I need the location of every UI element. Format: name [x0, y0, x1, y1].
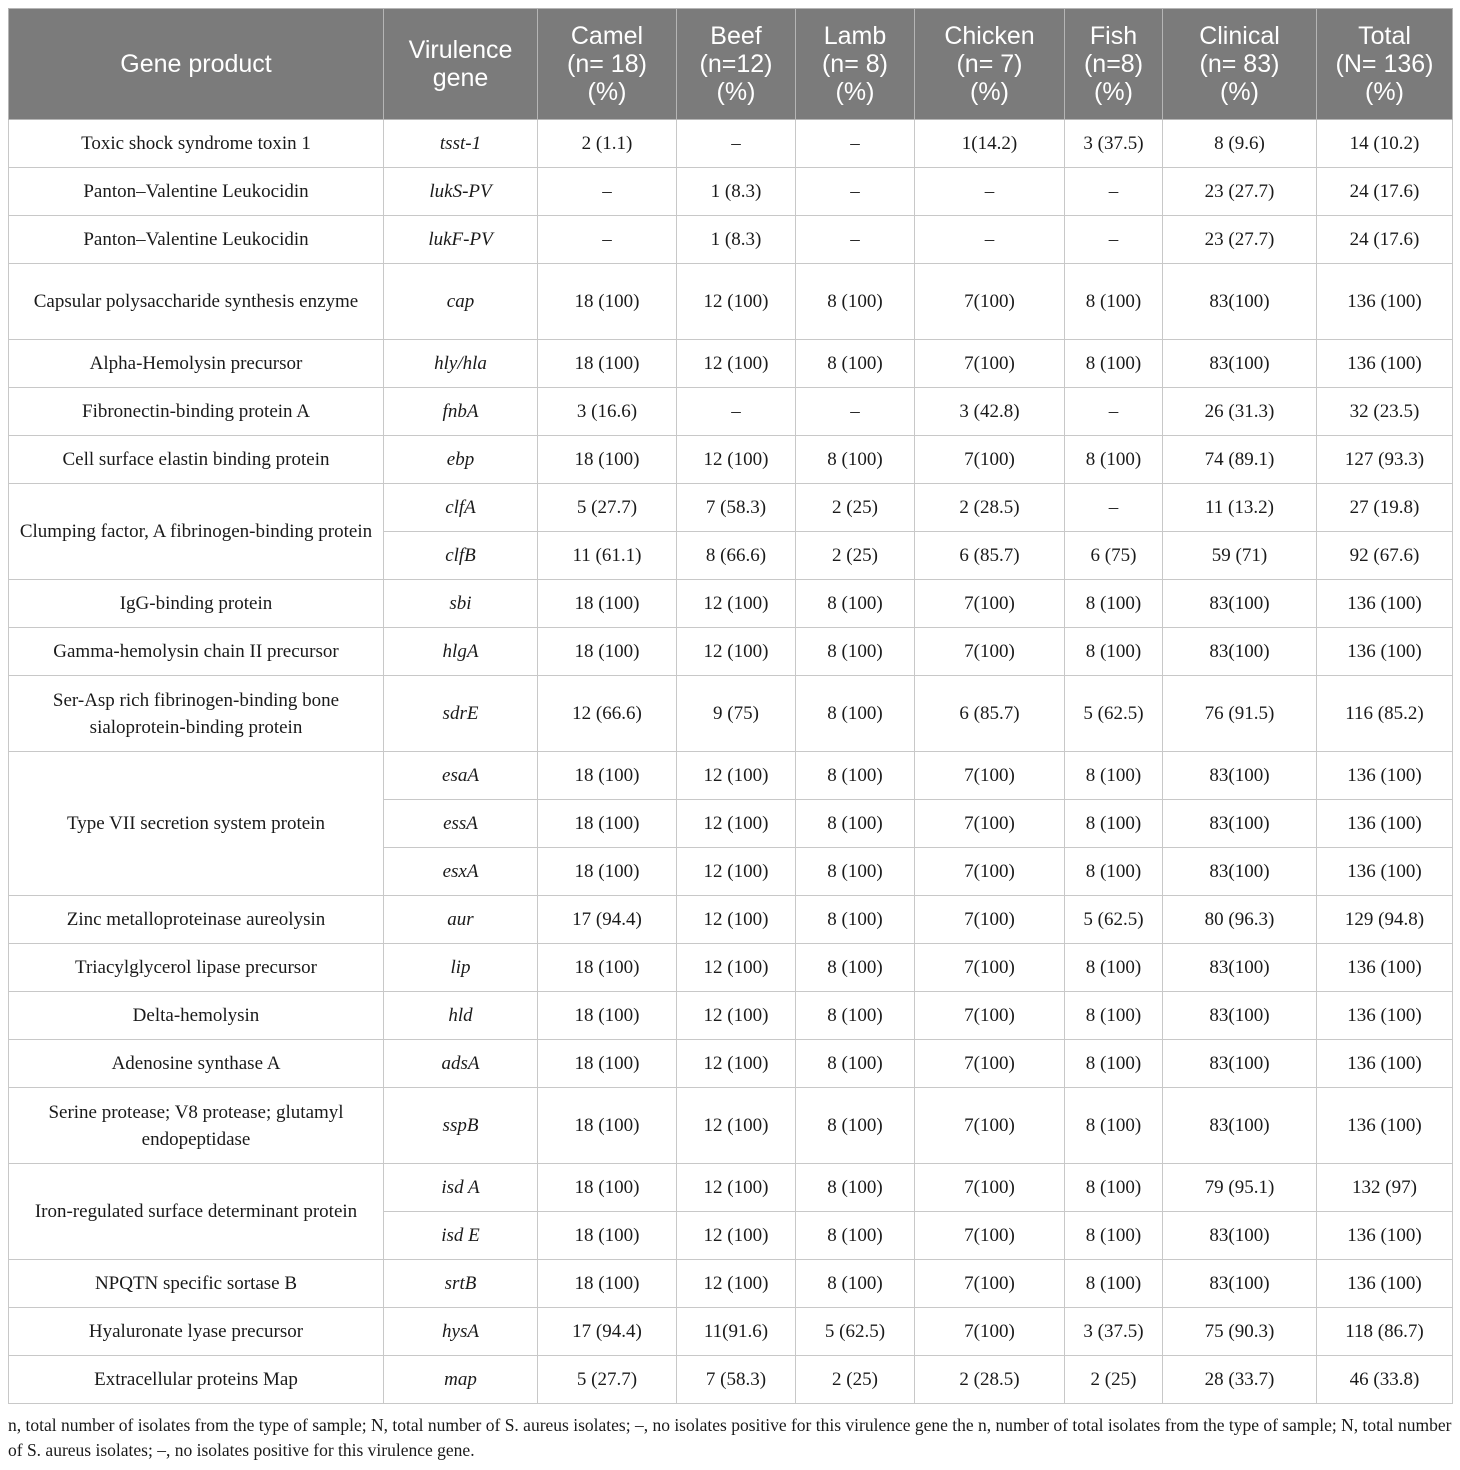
fish-value-cell: 8 (100) — [1065, 992, 1163, 1040]
fish-value-cell: 8 (100) — [1065, 1088, 1163, 1164]
fish-value-cell: 8 (100) — [1065, 1212, 1163, 1260]
table-row — [9, 264, 1453, 340]
table-row — [9, 388, 1453, 436]
camel-value-cell: 18 (100) — [538, 800, 677, 848]
camel-value-cell: – — [538, 168, 677, 216]
chicken-value-cell: 7(100) — [915, 1308, 1065, 1356]
total-value-cell: 136 (100) — [1317, 992, 1453, 1040]
virulence-gene-cell: srtB — [384, 1260, 538, 1308]
total-value-cell: 136 (100) — [1317, 340, 1453, 388]
clinical-value-cell: 26 (31.3) — [1163, 388, 1317, 436]
total-value-cell: 14 (10.2) — [1317, 120, 1453, 168]
camel-value-cell: 11 (61.1) — [538, 532, 677, 580]
total-value-cell: 136 (100) — [1317, 944, 1453, 992]
virulence-gene-cell: adsA — [384, 1040, 538, 1088]
gene-product-cell: Cell surface elastin binding protein — [9, 436, 384, 484]
clinical-value-cell: 83(100) — [1163, 752, 1317, 800]
beef-value-cell: 12 (100) — [677, 628, 796, 676]
beef-value-cell: 12 (100) — [677, 1212, 796, 1260]
gene-product-cell: Ser-Asp rich fibrinogen-binding bone sialoprotein-binding protein — [9, 676, 384, 752]
clinical-value-cell: 83(100) — [1163, 848, 1317, 896]
gene-product-cell: Adenosine synthase A — [9, 1040, 384, 1088]
total-value-cell: 136 (100) — [1317, 752, 1453, 800]
gene-product-cell: Triacylglycerol lipase precursor — [9, 944, 384, 992]
gene-product-cell: Delta-hemolysin — [9, 992, 384, 1040]
total-value-cell: 136 (100) — [1317, 628, 1453, 676]
total-value-cell: 127 (93.3) — [1317, 436, 1453, 484]
fish-value-cell: 8 (100) — [1065, 436, 1163, 484]
virulence-gene-cell: hlgA — [384, 628, 538, 676]
total-value-cell: 136 (100) — [1317, 1088, 1453, 1164]
total-value-cell: 32 (23.5) — [1317, 388, 1453, 436]
clinical-value-cell: 83(100) — [1163, 264, 1317, 340]
lamb-value-cell: – — [796, 120, 915, 168]
clinical-value-cell: 83(100) — [1163, 628, 1317, 676]
camel-value-cell: 18 (100) — [538, 1212, 677, 1260]
lamb-value-cell: – — [796, 168, 915, 216]
chicken-value-cell: 7(100) — [915, 1164, 1065, 1212]
table-row — [9, 1356, 1453, 1404]
chicken-value-cell: 6 (85.7) — [915, 676, 1065, 752]
clinical-value-cell: 83(100) — [1163, 800, 1317, 848]
header-total: Total (N= 136) (%) — [1317, 9, 1453, 120]
clinical-value-cell: 75 (90.3) — [1163, 1308, 1317, 1356]
lamb-value-cell: – — [796, 216, 915, 264]
clinical-value-cell: 23 (27.7) — [1163, 216, 1317, 264]
total-value-cell: 24 (17.6) — [1317, 168, 1453, 216]
camel-value-cell: 18 (100) — [538, 264, 677, 340]
clinical-value-cell: 83(100) — [1163, 1088, 1317, 1164]
fish-value-cell: 8 (100) — [1065, 848, 1163, 896]
table-row — [9, 1308, 1453, 1356]
fish-value-cell: 6 (75) — [1065, 532, 1163, 580]
beef-value-cell: 12 (100) — [677, 580, 796, 628]
table-row — [9, 1088, 1453, 1164]
chicken-value-cell: 7(100) — [915, 1260, 1065, 1308]
fish-value-cell: 3 (37.5) — [1065, 1308, 1163, 1356]
gene-product-cell: Hyaluronate lyase precursor — [9, 1308, 384, 1356]
lamb-value-cell: 8 (100) — [796, 676, 915, 752]
camel-value-cell: 18 (100) — [538, 944, 677, 992]
camel-value-cell: 18 (100) — [538, 848, 677, 896]
table-row — [9, 340, 1453, 388]
virulence-gene-cell: hysA — [384, 1308, 538, 1356]
chicken-value-cell: 7(100) — [915, 800, 1065, 848]
chicken-value-cell: – — [915, 168, 1065, 216]
virulence-gene-cell: sdrE — [384, 676, 538, 752]
gene-product-cell: Capsular polysaccharide synthesis enzyme — [9, 264, 384, 340]
table-row — [9, 120, 1453, 168]
header-beef: Beef (n=12) (%) — [677, 9, 796, 120]
beef-value-cell: – — [677, 388, 796, 436]
clinical-value-cell: 83(100) — [1163, 1212, 1317, 1260]
total-value-cell: 118 (86.7) — [1317, 1308, 1453, 1356]
clinical-value-cell: 11 (13.2) — [1163, 484, 1317, 532]
lamb-value-cell: 2 (25) — [796, 1356, 915, 1404]
virulence-gene-cell: clfB — [384, 532, 538, 580]
chicken-value-cell: 2 (28.5) — [915, 484, 1065, 532]
clinical-value-cell: 83(100) — [1163, 1040, 1317, 1088]
clinical-value-cell: 28 (33.7) — [1163, 1356, 1317, 1404]
fish-value-cell: – — [1065, 484, 1163, 532]
virulence-gene-cell: sspB — [384, 1088, 538, 1164]
lamb-value-cell: 8 (100) — [796, 848, 915, 896]
table-row — [9, 1040, 1453, 1088]
total-value-cell: 136 (100) — [1317, 848, 1453, 896]
beef-value-cell: 8 (66.6) — [677, 532, 796, 580]
clinical-value-cell: 76 (91.5) — [1163, 676, 1317, 752]
total-value-cell: 24 (17.6) — [1317, 216, 1453, 264]
gene-product-cell: Panton–Valentine Leukocidin — [9, 168, 384, 216]
virulence-gene-cell: isd E — [384, 1212, 538, 1260]
gene-product-cell: Type VII secretion system protein — [9, 752, 384, 896]
clinical-value-cell: 83(100) — [1163, 944, 1317, 992]
total-value-cell: 136 (100) — [1317, 1040, 1453, 1088]
clinical-value-cell: 83(100) — [1163, 340, 1317, 388]
fish-value-cell: – — [1065, 388, 1163, 436]
lamb-value-cell: 8 (100) — [796, 580, 915, 628]
gene-product-cell: Panton–Valentine Leukocidin — [9, 216, 384, 264]
total-value-cell: 92 (67.6) — [1317, 532, 1453, 580]
total-value-cell: 132 (97) — [1317, 1164, 1453, 1212]
virulence-gene-cell: lip — [384, 944, 538, 992]
gene-product-cell: Serine protease; V8 protease; glutamyl endopeptidase — [9, 1088, 384, 1164]
header-virulence-gene: Virulence gene — [384, 9, 538, 120]
gene-product-cell: Extracellular proteins Map — [9, 1356, 384, 1404]
total-value-cell: 136 (100) — [1317, 580, 1453, 628]
beef-value-cell: 12 (100) — [677, 436, 796, 484]
total-value-cell: 136 (100) — [1317, 800, 1453, 848]
clinical-value-cell: 74 (89.1) — [1163, 436, 1317, 484]
lamb-value-cell: 8 (100) — [796, 752, 915, 800]
table-row — [9, 628, 1453, 676]
fish-value-cell: 2 (25) — [1065, 1356, 1163, 1404]
fish-value-cell: 8 (100) — [1065, 800, 1163, 848]
chicken-value-cell: 7(100) — [915, 436, 1065, 484]
camel-value-cell: 18 (100) — [538, 992, 677, 1040]
camel-value-cell: 5 (27.7) — [538, 484, 677, 532]
camel-value-cell: 17 (94.4) — [538, 896, 677, 944]
table-row — [9, 944, 1453, 992]
lamb-value-cell: 8 (100) — [796, 1164, 915, 1212]
beef-value-cell: 9 (75) — [677, 676, 796, 752]
camel-value-cell: 18 (100) — [538, 752, 677, 800]
gene-product-cell: Clumping factor, A fibrinogen-binding protein — [9, 484, 384, 580]
camel-value-cell: 18 (100) — [538, 628, 677, 676]
camel-value-cell: 12 (66.6) — [538, 676, 677, 752]
fish-value-cell: 8 (100) — [1065, 264, 1163, 340]
header-fish: Fish (n=8) (%) — [1065, 9, 1163, 120]
table-row — [9, 168, 1453, 216]
beef-value-cell: 1 (8.3) — [677, 168, 796, 216]
header-chicken: Chicken (n= 7) (%) — [915, 9, 1065, 120]
fish-value-cell: 3 (37.5) — [1065, 120, 1163, 168]
chicken-value-cell: 7(100) — [915, 896, 1065, 944]
table-row — [9, 752, 1453, 800]
virulence-gene-cell: fnbA — [384, 388, 538, 436]
camel-value-cell: 3 (16.6) — [538, 388, 677, 436]
lamb-value-cell: 2 (25) — [796, 532, 915, 580]
total-value-cell: 116 (85.2) — [1317, 676, 1453, 752]
lamb-value-cell: 8 (100) — [796, 800, 915, 848]
virulence-gene-cell: sbi — [384, 580, 538, 628]
beef-value-cell: 12 (100) — [677, 752, 796, 800]
camel-value-cell: 17 (94.4) — [538, 1308, 677, 1356]
header-gene-product: Gene product — [9, 9, 384, 120]
chicken-value-cell: 7(100) — [915, 628, 1065, 676]
gene-product-cell: NPQTN specific sortase B — [9, 1260, 384, 1308]
gene-product-cell: Toxic shock syndrome toxin 1 — [9, 120, 384, 168]
total-value-cell: 136 (100) — [1317, 1260, 1453, 1308]
lamb-value-cell: 8 (100) — [796, 1040, 915, 1088]
virulence-gene-cell: clfA — [384, 484, 538, 532]
virulence-gene-cell: cap — [384, 264, 538, 340]
fish-value-cell: 8 (100) — [1065, 340, 1163, 388]
lamb-value-cell: 5 (62.5) — [796, 1308, 915, 1356]
lamb-value-cell: – — [796, 388, 915, 436]
beef-value-cell: 12 (100) — [677, 340, 796, 388]
beef-value-cell: 12 (100) — [677, 944, 796, 992]
table-row — [9, 580, 1453, 628]
total-value-cell: 136 (100) — [1317, 1212, 1453, 1260]
table-row — [9, 484, 1453, 532]
beef-value-cell: 1 (8.3) — [677, 216, 796, 264]
virulence-gene-cell: esxA — [384, 848, 538, 896]
camel-value-cell: 18 (100) — [538, 340, 677, 388]
virulence-gene-table-container — [8, 8, 1452, 1404]
beef-value-cell: 12 (100) — [677, 264, 796, 340]
total-value-cell: 46 (33.8) — [1317, 1356, 1453, 1404]
virulence-gene-cell: esaA — [384, 752, 538, 800]
chicken-value-cell: 7(100) — [915, 944, 1065, 992]
clinical-value-cell: 83(100) — [1163, 580, 1317, 628]
virulence-gene-cell: aur — [384, 896, 538, 944]
chicken-value-cell: 7(100) — [915, 580, 1065, 628]
chicken-value-cell: 7(100) — [915, 992, 1065, 1040]
table-footnote: n, total number of isolates from the type of sample; N, total number of S. aureus isolates; –, no isolates positive for this virulence gene the n, number of total isolates from the type of sample; N, total number of S. aureus isolates; –, no isolates positive for this virulence gene. — [8, 1415, 1452, 1460]
lamb-value-cell: 8 (100) — [796, 896, 915, 944]
total-value-cell: 27 (19.8) — [1317, 484, 1453, 532]
fish-value-cell: 8 (100) — [1065, 628, 1163, 676]
camel-value-cell: 5 (27.7) — [538, 1356, 677, 1404]
clinical-value-cell: 23 (27.7) — [1163, 168, 1317, 216]
fish-value-cell: 8 (100) — [1065, 1164, 1163, 1212]
gene-product-cell: IgG-binding protein — [9, 580, 384, 628]
total-value-cell: 129 (94.8) — [1317, 896, 1453, 944]
virulence-gene-cell: lukF-PV — [384, 216, 538, 264]
virulence-gene-cell: lukS-PV — [384, 168, 538, 216]
lamb-value-cell: 8 (100) — [796, 340, 915, 388]
gene-product-cell: Zinc metalloproteinase aureolysin — [9, 896, 384, 944]
beef-value-cell: 12 (100) — [677, 896, 796, 944]
header-camel: Camel (n= 18) (%) — [538, 9, 677, 120]
header-row — [9, 9, 1453, 120]
chicken-value-cell: 6 (85.7) — [915, 532, 1065, 580]
beef-value-cell: 7 (58.3) — [677, 484, 796, 532]
camel-value-cell: 18 (100) — [538, 436, 677, 484]
beef-value-cell: 12 (100) — [677, 848, 796, 896]
chicken-value-cell: 7(100) — [915, 264, 1065, 340]
camel-value-cell: 18 (100) — [538, 1260, 677, 1308]
beef-value-cell: 11(91.6) — [677, 1308, 796, 1356]
chicken-value-cell: 1(14.2) — [915, 120, 1065, 168]
table-row — [9, 216, 1453, 264]
beef-value-cell: 12 (100) — [677, 800, 796, 848]
chicken-value-cell: – — [915, 216, 1065, 264]
beef-value-cell: 12 (100) — [677, 1088, 796, 1164]
chicken-value-cell: 7(100) — [915, 848, 1065, 896]
clinical-value-cell: 79 (95.1) — [1163, 1164, 1317, 1212]
chicken-value-cell: 3 (42.8) — [915, 388, 1065, 436]
lamb-value-cell: 8 (100) — [796, 264, 915, 340]
beef-value-cell: 12 (100) — [677, 1164, 796, 1212]
camel-value-cell: – — [538, 216, 677, 264]
fish-value-cell: – — [1065, 216, 1163, 264]
lamb-value-cell: 8 (100) — [796, 628, 915, 676]
header-lamb: Lamb (n= 8) (%) — [796, 9, 915, 120]
lamb-value-cell: 8 (100) — [796, 992, 915, 1040]
virulence-gene-cell: essA — [384, 800, 538, 848]
fish-value-cell: 8 (100) — [1065, 1040, 1163, 1088]
lamb-value-cell: 8 (100) — [796, 1260, 915, 1308]
clinical-value-cell: 8 (9.6) — [1163, 120, 1317, 168]
table-row — [9, 992, 1453, 1040]
clinical-value-cell: 83(100) — [1163, 1260, 1317, 1308]
gene-product-cell: Iron-regulated surface determinant protein — [9, 1164, 384, 1260]
table-row — [9, 896, 1453, 944]
chicken-value-cell: 7(100) — [915, 340, 1065, 388]
virulence-gene-cell: hld — [384, 992, 538, 1040]
gene-product-cell: Gamma-hemolysin chain II precursor — [9, 628, 384, 676]
camel-value-cell: 18 (100) — [538, 1164, 677, 1212]
fish-value-cell: 5 (62.5) — [1065, 676, 1163, 752]
fish-value-cell: 8 (100) — [1065, 944, 1163, 992]
clinical-value-cell: 59 (71) — [1163, 532, 1317, 580]
fish-value-cell: 8 (100) — [1065, 752, 1163, 800]
lamb-value-cell: 8 (100) — [796, 436, 915, 484]
table-row — [9, 436, 1453, 484]
table-row — [9, 676, 1453, 752]
camel-value-cell: 2 (1.1) — [538, 120, 677, 168]
table-row — [9, 1260, 1453, 1308]
chicken-value-cell: 2 (28.5) — [915, 1356, 1065, 1404]
virulence-gene-cell: ebp — [384, 436, 538, 484]
total-value-cell: 136 (100) — [1317, 264, 1453, 340]
gene-product-cell: Alpha-Hemolysin precursor — [9, 340, 384, 388]
virulence-gene-cell: isd A — [384, 1164, 538, 1212]
beef-value-cell: 12 (100) — [677, 992, 796, 1040]
chicken-value-cell: 7(100) — [915, 1088, 1065, 1164]
clinical-value-cell: 80 (96.3) — [1163, 896, 1317, 944]
chicken-value-cell: 7(100) — [915, 1040, 1065, 1088]
beef-value-cell: – — [677, 120, 796, 168]
chicken-value-cell: 7(100) — [915, 752, 1065, 800]
beef-value-cell: 7 (58.3) — [677, 1356, 796, 1404]
clinical-value-cell: 83(100) — [1163, 992, 1317, 1040]
table-row — [9, 1164, 1453, 1212]
fish-value-cell: 8 (100) — [1065, 1260, 1163, 1308]
lamb-value-cell: 8 (100) — [796, 944, 915, 992]
chicken-value-cell: 7(100) — [915, 1212, 1065, 1260]
lamb-value-cell: 8 (100) — [796, 1212, 915, 1260]
fish-value-cell: 8 (100) — [1065, 580, 1163, 628]
beef-value-cell: 12 (100) — [677, 1040, 796, 1088]
virulence-gene-cell: tsst-1 — [384, 120, 538, 168]
beef-value-cell: 12 (100) — [677, 1260, 796, 1308]
lamb-value-cell: 2 (25) — [796, 484, 915, 532]
camel-value-cell: 18 (100) — [538, 580, 677, 628]
virulence-gene-cell: map — [384, 1356, 538, 1404]
virulence-gene-table — [8, 8, 1453, 1404]
fish-value-cell: 5 (62.5) — [1065, 896, 1163, 944]
fish-value-cell: – — [1065, 168, 1163, 216]
gene-product-cell: Fibronectin-binding protein A — [9, 388, 384, 436]
camel-value-cell: 18 (100) — [538, 1088, 677, 1164]
camel-value-cell: 18 (100) — [538, 1040, 677, 1088]
virulence-gene-cell: hly/hla — [384, 340, 538, 388]
table-body — [9, 120, 1453, 1404]
header-clinical: Clinical (n= 83) (%) — [1163, 9, 1317, 120]
lamb-value-cell: 8 (100) — [796, 1088, 915, 1164]
